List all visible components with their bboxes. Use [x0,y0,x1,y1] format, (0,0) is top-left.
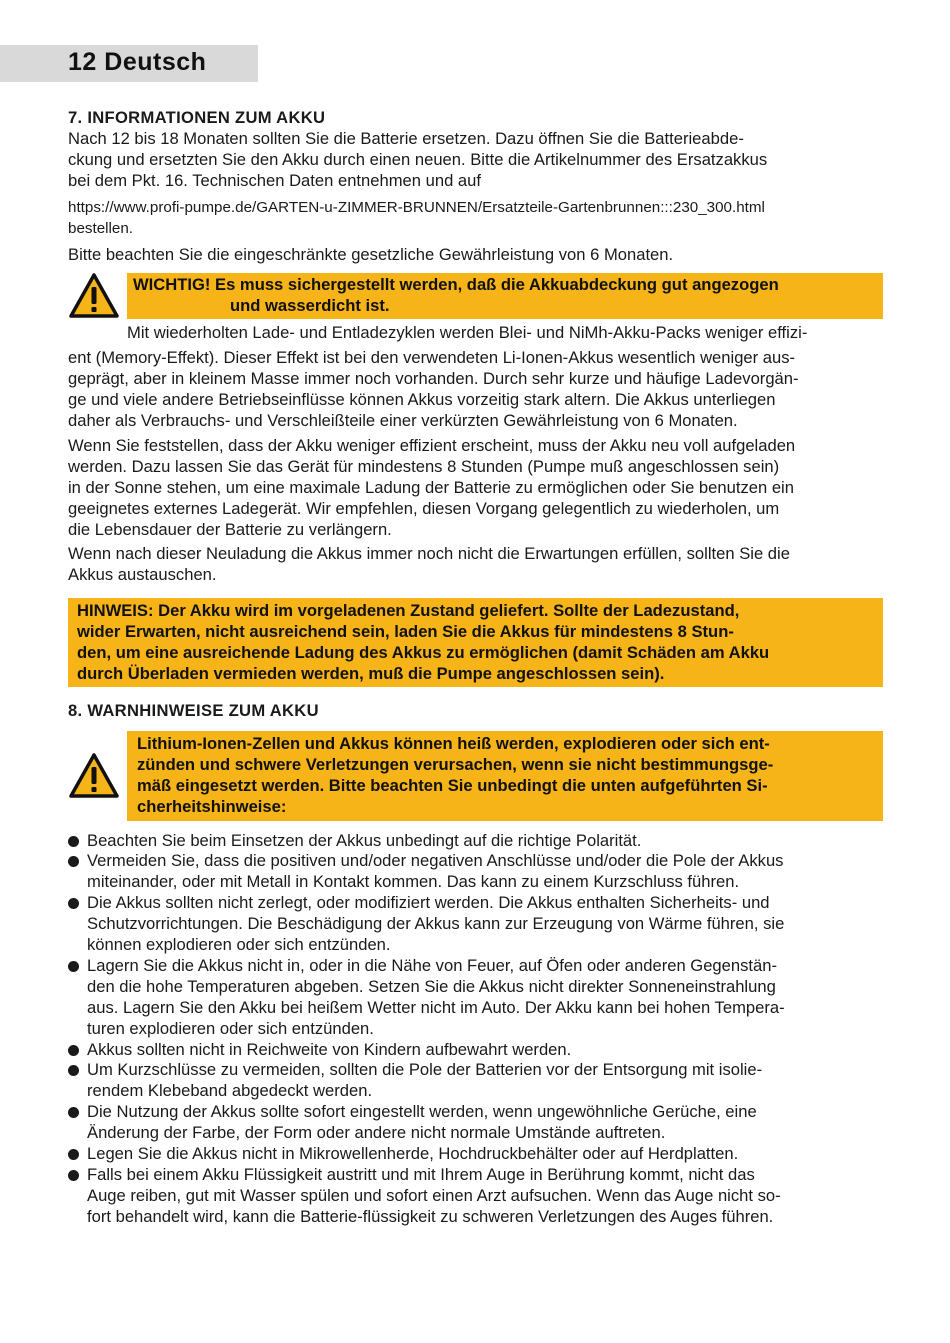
text-line: Mit wiederholten Lade- und Entladezyklen werden Blei- und NiMh-Akku-Packs weniger effizi- [127,323,808,343]
page-number: 12 [68,48,97,76]
text-line: werden. Dazu lassen Sie das Gerät für mindestens 8 Stunden (Pumpe muß angeschlossen sein) [68,456,780,476]
text-line: geprägt, aber in kleinem Masse immer noch vorhanden. Durch sehr kurze und häufige Ladevorgän- [68,369,799,389]
text-line: Nach 12 bis 18 Monaten sollten Sie die Batterie ersetzen. Dazu öffnen Sie die Batterieabde- [68,128,744,148]
notice-line: den, um eine ausreichende Ladung des Akkus zu ermöglichen (damit Schäden am Akku [77,642,770,662]
notice-box [68,598,883,687]
text-line: in der Sonne stehen, um eine maximale Ladung der Batterie zu ermöglichen oder Sie benutzen ein [68,477,794,497]
notice-line: durch Überladen vermieden werden, muß die Pumpe angeschlossen sein). [77,663,665,683]
text-line: ge und viele andere Betriebseinflüsse können Akkus vorzeitig stark altern. Die Akkus unterliegen [68,390,776,410]
text-line: Änderung der Farbe, der Form oder andere nicht normale Umstände auftreten. [87,1123,666,1143]
text-line: Falls bei einem Akku Flüssigkeit austritt und mit Ihrem Auge in Berührung kommt, nicht das [87,1165,755,1184]
page-header-title [68,48,206,77]
efficiency-paragraph [68,436,883,541]
list-item [68,956,883,1040]
bullet-dot-icon [68,961,79,972]
text-line: Vermeiden Sie, dass die positiven und/oder negativen Anschlüsse und/oder die Pole der Akkus [87,851,784,871]
text-line: daher als Verbrauchs- und Verschleißteile einer verkürzten Gewährleistung von 6 Monaten. [68,410,738,430]
text-line: Beachten Sie beim Einsetzen der Akkus unbedingt auf die richtige Polarität. [87,830,642,850]
text-line: miteinander, oder mit Metall in Kontakt kommen. Das kann zu einem Kurzschluss führen. [87,872,740,892]
battery-warning [68,731,883,820]
list-item [68,1102,883,1144]
safety-bullet-list [68,831,883,1228]
page-language: Deutsch [104,48,207,76]
warning-triangle-icon [68,272,120,319]
list-item [68,1040,883,1061]
bullet-dot-icon [68,1170,79,1181]
page-content [68,108,883,1228]
warning-line: Lithium-Ionen-Zellen und Akkus können heiß werden, explodieren oder sich ent- [137,734,770,754]
text-line: ent (Memory-Effekt). Dieser Effekt ist bei den verwendeten Li-Ionen-Akkus wesentlich weniger aus- [68,348,796,368]
text-line: Akkus sollten nicht in Reichweite von Kindern aufbewahrt werden. [87,1039,572,1059]
warning-line: zünden und schwere Verletzungen verursachen, wenn sie nicht bestimmungsge- [137,755,774,775]
bullet-dot-icon [68,1149,79,1160]
notice-line: HINWEIS: Der Akku wird im vorgeladenen Zustand geliefert. Sollte der Ladezustand, [77,601,740,621]
list-item [68,831,883,852]
warning-triangle-icon [68,752,120,799]
bullet-dot-icon [68,856,79,867]
warning-box [127,731,883,820]
text-line: fort behandelt wird, kann die Batterie-flüssigkeit zu schweren Verletzungen des Auges führen. [87,1206,774,1226]
text-line: Wenn nach dieser Neuladung die Akkus immer noch nicht die Erwartungen erfüllen, sollten Sie die [68,544,790,564]
notice-line: wider Erwarten, nicht ausreichend sein, laden Sie die Akkus für mindestens 8 Stun- [77,622,734,642]
bullet-dot-icon [68,1045,79,1056]
section-7-intro [68,129,883,192]
warning-line: mäß eingesetzt werden. Bitte beachten Sie unbedingt die unten aufgeführten Si- [137,775,768,795]
list-item [68,1060,883,1102]
text-line: aus. Lagern Sie den Akku bei heißem Wetter nicht im Auto. Der Akku kann bei hohen Tempera- [87,997,785,1017]
important-box [127,273,883,319]
page-header [0,45,258,82]
url-suffix: bestellen. [68,219,134,237]
important-line: und wasserdicht ist. [230,295,390,315]
text-line: Wenn Sie feststellen, dass der Akku weniger effizient erscheint, muss der Akku neu voll aufgeladen [68,435,796,455]
memory-effect-paragraph [68,323,883,432]
bullet-dot-icon [68,1065,79,1076]
list-item [68,1144,883,1165]
important-line: WICHTIG! Es muss sichergestellt werden, daß die Akkuabdeckung gut angezogen [133,275,779,295]
list-item [68,1165,883,1228]
text-line: rendem Klebeband abgedeckt werden. [87,1081,373,1101]
warning-line: cherheitshinweise: [137,796,287,816]
text-line: Schutzvorrichtungen. Die Beschädigung der Akkus kann zur Erzeugung von Wärme führen, sie [87,914,785,934]
text-line: Legen Sie die Akkus nicht in Mikrowellenherde, Hochdruckbehälter oder auf Herdplatten. [87,1144,739,1164]
important-notice [68,272,883,319]
text-line: Auge reiben, gut mit Wasser spülen und sofort einen Arzt aufsuchen. Wenn das Auge nicht so- [87,1185,781,1205]
text-line: turen explodieren oder sich entzünden. [87,1018,374,1038]
spare-parts-url: https://www.profi-pumpe.de/GARTEN-u-ZIMMER-BRUNNEN/Ersatzteile-Gartenbrunnen:::230_300.html [68,198,765,216]
text-line: Die Nutzung der Akkus sollte sofort eingestellt werden, wenn ungewöhnliche Gerüche, eine [87,1102,757,1122]
bullet-dot-icon [68,898,79,909]
bullet-dot-icon [68,1107,79,1118]
text-line: Lagern Sie die Akkus nicht in, oder in die Nähe von Feuer, auf Öfen oder anderen Gegenstän- [87,955,778,975]
list-item [68,893,883,956]
text-line: die Lebensdauer der Batterie zu verlängern. [68,519,392,539]
text-line: geeignetes externes Ladegerät. Wir empfehlen, diesen Vorgang gelegentlich zu wiederholen, um [68,498,780,518]
section-8-heading: 8. WARNHINWEISE ZUM AKKU [68,701,319,721]
section-7-heading: 7. INFORMATIONEN ZUM AKKU [68,108,326,127]
text-line: den die hohe Temperaturen abgeben. Setzen Sie die Akkus nicht direkter Sonneneinstrahlung [87,976,776,996]
text-line: Die Akkus sollten nicht zerlegt, oder modifiziert werden. Die Akkus enthalten Sicherheits- und [87,893,770,913]
text-line: können explodieren oder sich entzünden. [87,935,391,955]
text-line: Akkus austauschen. [68,565,217,585]
bullet-dot-icon [68,836,79,847]
text-line: Um Kurzschlüsse zu vermeiden, sollten die Pole der Batterien vor der Entsorgung mit isolie- [87,1060,763,1080]
text-line: ckung und ersetzten Sie den Akku durch einen neuen. Bitte die Artikelnummer des Ersatzakkus [68,149,768,169]
replace-paragraph [68,544,883,586]
list-item [68,851,883,893]
warranty-note: Bitte beachten Sie die eingeschränkte gesetzliche Gewährleistung von 6 Monaten. [68,245,674,265]
text-line: bei dem Pkt. 16. Technischen Daten entnehmen und auf [68,170,481,190]
